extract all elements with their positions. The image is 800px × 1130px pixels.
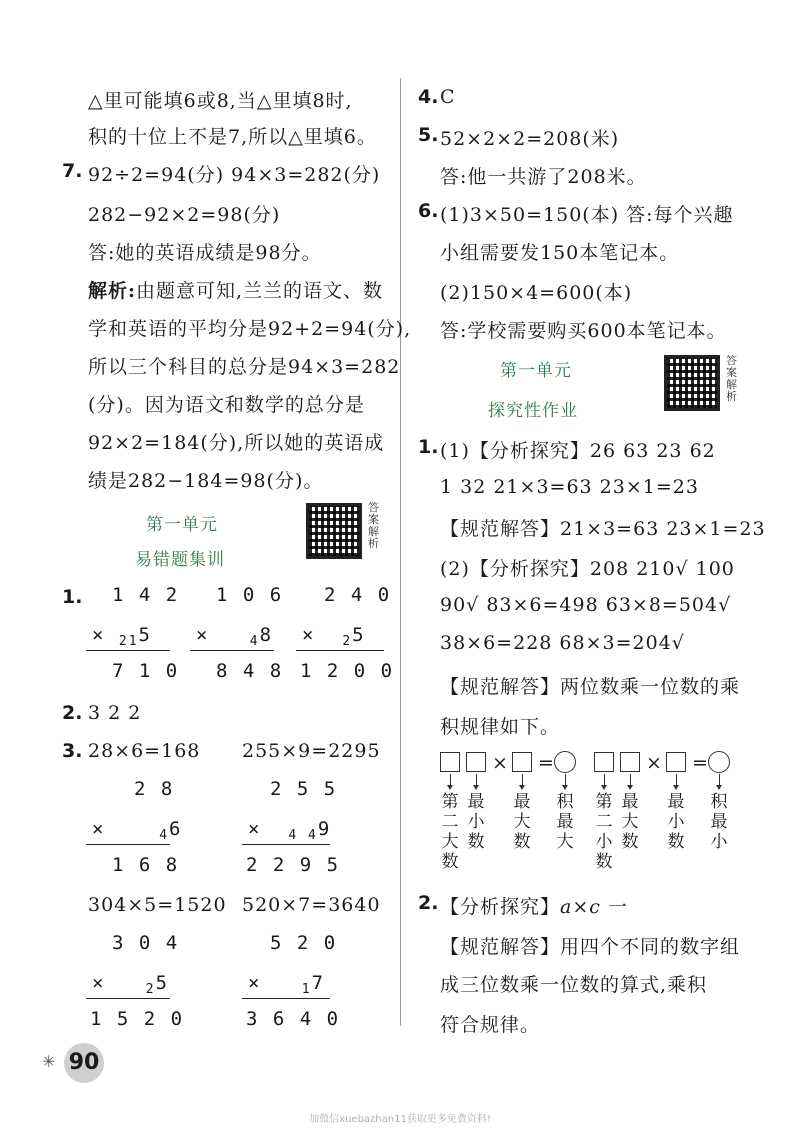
calc-result: 8 4 8 (216, 660, 284, 682)
calc-multiplier: × $_2$5 (302, 624, 366, 649)
calc-result: 1 5 2 0 (90, 1008, 185, 1030)
digit-box (440, 752, 460, 772)
t1-line-6: 38×6=228 68×3=204√ (440, 632, 685, 654)
calc-top: 2 8 (134, 778, 175, 800)
times-sign: × (646, 752, 663, 774)
q7-answer: 答:她的英语成绩是98分。 (88, 242, 322, 264)
t2-line-1: 【分析探究】a×c 一 (440, 896, 628, 918)
down-arrow-icon (450, 774, 451, 786)
equals-sign: = (692, 752, 709, 774)
qr-label: 答 案 解 析 (726, 354, 737, 403)
calc-result: 3 6 4 0 (246, 1008, 341, 1030)
question-number: 6. (418, 200, 439, 222)
q6-line-2: 小组需要发150本笔记本。 (440, 242, 680, 264)
calc-top: 2 5 5 (270, 778, 338, 800)
question-number: 3. (62, 740, 83, 762)
calc-top: 2 4 0 (324, 584, 392, 606)
t1-line-1: (1)【分析探究】26 63 23 62 (440, 440, 716, 462)
footer-watermark: 加微信xuebazhan11获取更多免费资料! (309, 1114, 491, 1125)
down-arrow-icon (565, 774, 566, 786)
calc-result: 1 6 8 (112, 854, 180, 876)
equals-sign: = (538, 752, 555, 774)
t1-line-2: 1 32 21×3=63 23×1=23 (440, 476, 699, 498)
down-arrow-icon (476, 774, 477, 786)
page-number: 90 (64, 1043, 104, 1083)
q7-analysis-4: (分)。因为语文和数学的总分是 (88, 394, 365, 416)
calc-line (296, 650, 384, 651)
product-circle (708, 751, 730, 773)
left-text-line: 积的十位上不是7,所以△里填6。 (88, 126, 377, 148)
question-number: 4. (418, 86, 439, 108)
analysis-label: 解析: (88, 280, 137, 302)
down-arrow-icon (676, 774, 677, 786)
digit-box (666, 752, 686, 772)
q7-analysis-2: 学和英语的平均分是92+2=94(分), (88, 318, 412, 340)
q6-line-3: (2)150×4=600(本) (440, 282, 633, 304)
analysis-text: 由题意可知,兰兰的语文、数 (136, 280, 384, 302)
q7-analysis-1 (88, 276, 383, 303)
calc-multiplier: × $_4$6 (92, 818, 183, 843)
e3-equation: 255×9=2295 (242, 740, 381, 762)
calc-multiplier: × $_4$8 (196, 624, 274, 649)
down-arrow-icon (719, 774, 720, 786)
q5-equation: 52×2×2=208(米) (440, 128, 620, 150)
q7-analysis-6: 绩是282−184=98(分)。 (88, 470, 324, 492)
t1-line-5: 90√ 83×6=498 63×8=504√ (440, 594, 732, 616)
down-arrow-icon (604, 774, 605, 786)
q7-line-2: 282−92×2=98(分) (88, 204, 281, 226)
calc-result: 1 2 0 0 (300, 660, 395, 682)
calc-top: 3 0 4 (112, 932, 180, 954)
star-icon: ✳ (42, 1052, 56, 1071)
digit-box (512, 752, 532, 772)
left-text-line: △里可能填6或8,当△里填8时, (88, 90, 353, 112)
q7-line-1: 92÷2=94(分) 94×3=282(分) (88, 164, 381, 186)
unit-subtitle: 易错题集训 (135, 550, 225, 570)
calc-result: 7 1 0 (112, 660, 180, 682)
diagram-label: 最 大 数 (513, 792, 531, 852)
question-number: 7. (62, 160, 83, 182)
down-arrow-icon (630, 774, 631, 786)
q7-analysis-3: 所以三个科目的总分是94×3=282 (88, 356, 401, 378)
calc-multiplier: × $_1$7 (248, 972, 326, 997)
question-number: 1. (418, 436, 439, 458)
unit-title: 第一单元 (146, 515, 218, 535)
q7-analysis-5: 92×2=184(分),所以她的英语成 (88, 432, 385, 454)
question-number: 2. (418, 892, 439, 914)
calc-line (86, 650, 170, 651)
calc-multiplier: × $_{21}$5 (92, 624, 152, 649)
e2-answer: 3 2 2 (88, 702, 142, 724)
q6-line-4: 答:学校需要购买600本笔记本。 (440, 320, 727, 342)
diagram-label: 积 最 大 (556, 792, 574, 852)
digit-box (620, 752, 640, 772)
q4-answer: C (440, 86, 456, 108)
calc-line (86, 998, 170, 999)
diagram-label: 第 二 大 数 (441, 792, 459, 872)
digit-box (594, 752, 614, 772)
product-circle (554, 751, 576, 773)
unit-title: 第一单元 (500, 361, 572, 381)
e3-equation: 304×5=1520 (88, 894, 227, 916)
q5-answer: 答:他一共游了208米。 (440, 166, 647, 188)
calc-top: 1 4 2 (112, 584, 180, 606)
t2-line-4: 符合规律。 (440, 1014, 541, 1036)
t2-line-2: 【规范解答】用四个不同的数字组 (440, 936, 741, 958)
e3-equation: 28×6=168 (88, 740, 201, 762)
calc-line (86, 844, 170, 845)
diagram-label: 积 最 小 (710, 792, 728, 852)
column-divider (400, 78, 401, 1026)
unit-subtitle: 探究性作业 (488, 401, 578, 421)
qr-code-icon[interactable] (664, 355, 720, 411)
diagram-label: 最 大 数 (621, 792, 639, 852)
digit-box (466, 752, 486, 772)
q6-line-1: (1)3×50=150(本) 答:每个兴趣 (440, 204, 734, 226)
question-number: 1. (62, 586, 83, 608)
down-arrow-icon (522, 774, 523, 786)
t1-line-8: 积规律如下。 (440, 716, 561, 738)
calc-line (190, 650, 274, 651)
calc-multiplier: × $_{4 4}$9 (248, 818, 332, 843)
e3-equation: 520×7=3640 (242, 894, 381, 916)
question-number: 2. (62, 702, 83, 724)
calc-multiplier: × $_2$5 (92, 972, 170, 997)
qr-label: 答 案 解 析 (368, 501, 379, 550)
calc-line (242, 998, 330, 999)
question-number: 5. (418, 124, 439, 146)
t2-line-3: 成三位数乘一位数的算式,乘积 (440, 974, 708, 996)
diagram-label: 最 小 数 (467, 792, 485, 852)
calc-result: 2 2 9 5 (246, 854, 341, 876)
t1-line-7: 【规范解答】两位数乘一位数的乘 (440, 676, 741, 698)
t1-line-3: 【规范解答】21×3=63 23×1=23 (440, 518, 766, 540)
times-sign: × (492, 752, 509, 774)
diagram-label: 第 二 小 数 (595, 792, 613, 872)
qr-code-icon[interactable] (306, 503, 362, 559)
calc-top: 5 2 0 (270, 932, 338, 954)
calc-top: 1 0 6 (216, 584, 284, 606)
t1-line-4: (2)【分析探究】208 210√ 100 (440, 558, 735, 580)
diagram-label: 最 小 数 (667, 792, 685, 852)
calc-line (242, 844, 330, 845)
